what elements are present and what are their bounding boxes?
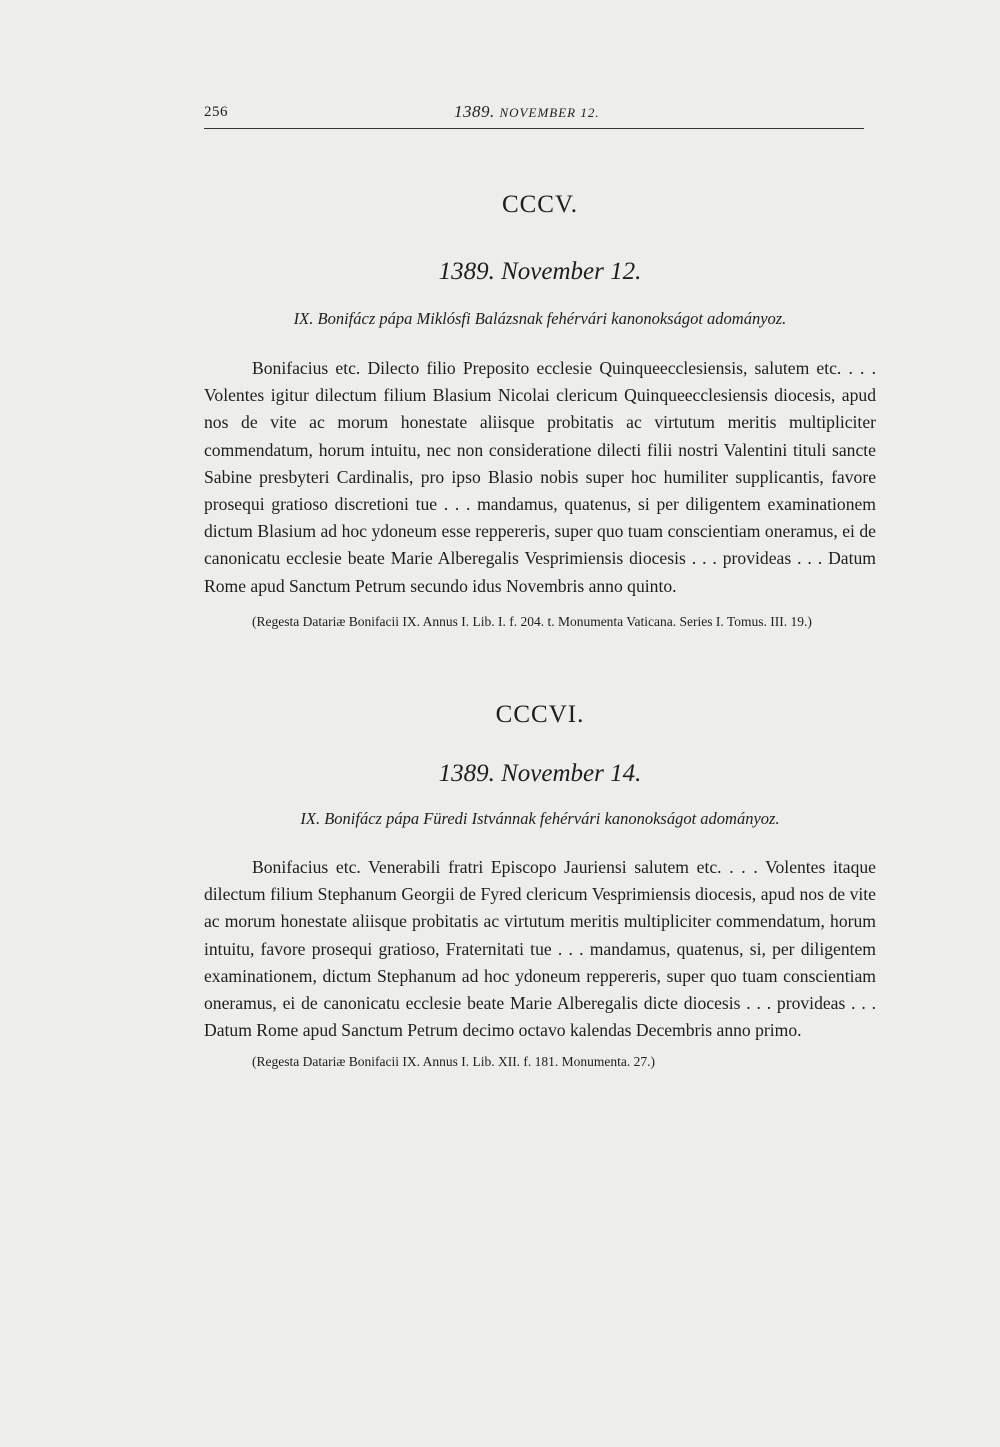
document-date: 1389. November 14.	[438, 760, 642, 787]
running-title-year: 1389.	[454, 102, 495, 121]
document-date: 1389. November 12.	[438, 258, 642, 285]
running-title-month: NOVEMBER 12.	[499, 105, 600, 120]
document-summary: IX. Bonifácz pápa Miklósfi Balázsnak fehérvári kanonokságot adományoz.	[293, 309, 787, 328]
document-source: (Regesta Datariæ Bonifacii IX. Annus I. Lib. I. f. 204. t. Monumenta Vaticana. Series I. Tomus. III. 19.)	[252, 613, 812, 629]
document-text: Bonifacius etc. Venerabili fratri Episcopo Jauriensi salutem etc. . . . Volentes itaque dilectum filium Stephanum Georgii de Fyred clericum Vesprimiensis diocesis, apud nos de vite ac morum honestate aliisque probitatis ac virtutum meritis multipliciter commendatum, horum intuitu, favore prosequi gratioso, Fraternitati tue . . . mandamus, quatenus, si, per diligentem examinationem, dictum Stephanum ad hoc ydoneum reppereris, super quo tuam conscientiam oneramus, ei de canonicatu ecclesie beate Marie Alberegalis dicte diocesis . . . provideas . . . Datum Rome apud Sanctum Petrum decimo octavo kalendas Decembris anno primo.	[204, 857, 876, 1041]
running-title	[454, 102, 600, 122]
document-source: (Regesta Datariæ Bonifacii IX. Annus I. Lib. XII. f. 181. Monumenta. 27.)	[252, 1054, 656, 1070]
running-head	[204, 104, 864, 129]
document-number: CCCV.	[501, 191, 579, 218]
document-summary: IX. Bonifácz pápa Füredi Istvánnak fehérvári kanonokságot adományoz.	[300, 809, 780, 828]
page-number: 256	[204, 104, 228, 120]
document-text: Bonifacius etc. Dilecto filio Preposito ecclesie Quinqueecclesiensis, salutem etc. . . . Volentes igitur dilectum filium Blasium Nicolai clericum Quinqueecclesiensis diocesis, apud nos de vite ac morum honestate aliisque probitatis ac virtutum meritis multipliciter commendatum, horum intuitu, nec non consideratione dilecti filii nostri Valentini tituli sancte Sabine presbyteri Cardinalis, pro ipso Blasio nobis super hoc humiliter supplicantis, favore prosequi gratioso discretioni tue . . . mandamus, quatenus, si per diligentem examinationem dictum Blasium ad hoc ydoneum esse reppereris, super quo tuam conscientiam oneramus, ei de canonicatu ecclesie beate Marie Alberegalis Vesprimiensis diocesis . . . provideas . . . Datum Rome apud Sanctum Petrum secundo idus Novembris anno quinto.	[204, 358, 876, 596]
document-number: CCCVI.	[495, 701, 585, 728]
document-cccvi	[204, 700, 876, 1074]
document-cccv	[204, 190, 876, 634]
